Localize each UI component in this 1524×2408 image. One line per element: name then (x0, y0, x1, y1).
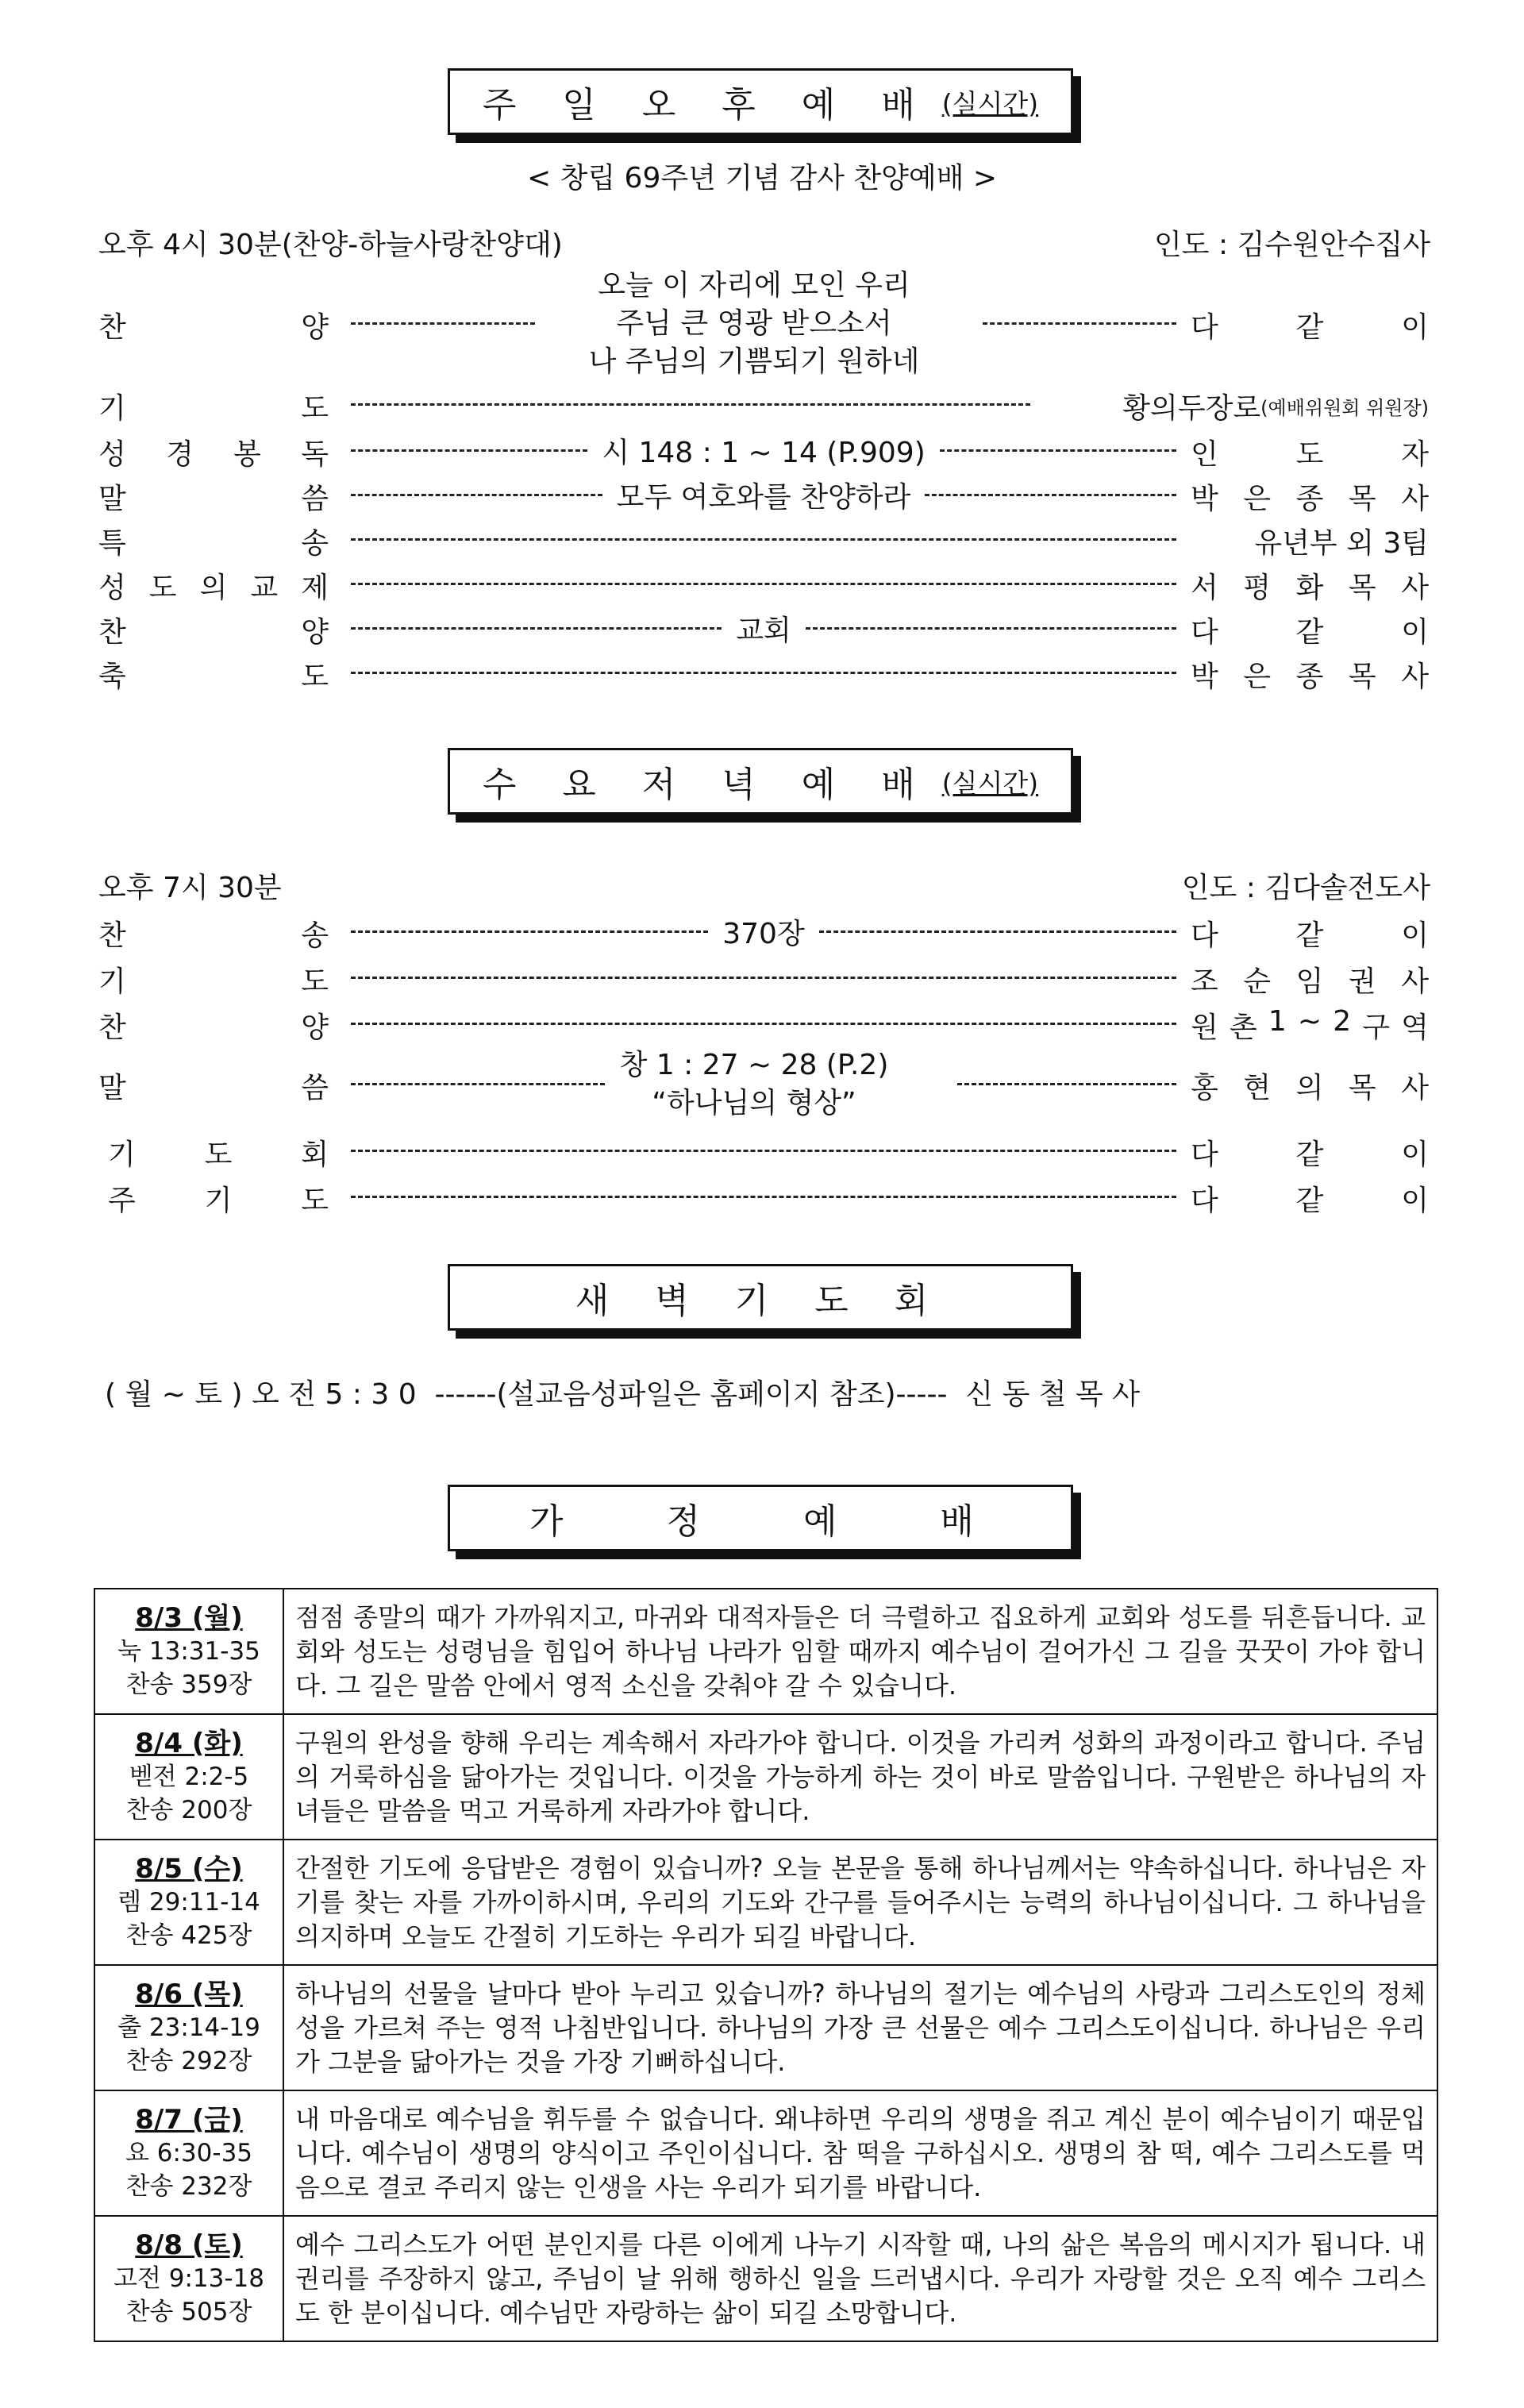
order-row (98, 1132, 1429, 1169)
order-label: 찬 양 (98, 311, 329, 344)
order-label: 주 기 도 (108, 1185, 329, 1217)
order-row (98, 959, 1429, 996)
day-scripture: 고전 9:13-18 (114, 2264, 264, 2293)
order-label: 특 송 (98, 527, 329, 560)
order-label: 기 도 (98, 965, 329, 998)
order-person: 황의두장로 (예배위원회 위원장) (1122, 392, 1429, 425)
day-date: 8/3 (월) (135, 1602, 243, 1634)
day-scripture: 벧전 2:2-5 (129, 1763, 249, 1791)
order-label: 기 도 (98, 392, 329, 425)
order-person: 조 순 임 권 사 (1191, 965, 1429, 998)
day-date: 8/8 (토) (135, 2229, 243, 2261)
order-row (98, 1065, 1429, 1102)
table-row (94, 1589, 1437, 1714)
wednesday-leader: 인도 : 김다솔전도사 (1181, 872, 1430, 904)
order-row (98, 565, 1429, 602)
family-worship-title: 가 정 예 배 (529, 1501, 991, 1542)
lyric-line: 나 주님의 기쁨되기 원하네 (588, 345, 920, 378)
order-label: 찬 양 (98, 1011, 329, 1044)
day-date: 8/4 (화) (135, 1728, 243, 1759)
order-person: 다 같 이 (1191, 616, 1429, 649)
devotion-text: 내 마음대로 예수님을 휘두를 수 없습니다. 왜냐하면 우리의 생명을 쥐고 계신 분이 예수님이기 때문입니다. 예수님이 생명의 양식이고 주인이십니다. 참 떡을 구하십시오. 생명의 참 떡, 예수 그리스도를 먹음으로 결코 주리지 않는 인생을 사는 우리가 되기를 바랍니다. (283, 2090, 1437, 2216)
order-label: 말 씀 (98, 483, 329, 515)
order-row (98, 610, 1429, 649)
song-title: 교회 (736, 614, 791, 647)
order-label: 축 도 (98, 661, 329, 693)
day-scripture: 출 23:14-19 (117, 2013, 260, 2042)
order-person: 인 도 자 (1191, 438, 1429, 471)
family-worship-title-box (448, 1485, 1073, 1551)
day-date: 8/6 (목) (135, 1978, 243, 2010)
table-row (94, 2090, 1437, 2216)
sermon-title: 모두 여호와를 찬양하라 (616, 480, 911, 514)
day-scripture: 렘 29:11-14 (117, 1888, 260, 1917)
order-person: 다 같 이 (1191, 919, 1429, 952)
devotion-text: 간절한 기도에 응답받은 경험이 있습니까? 오늘 본문을 통해 하나님께서는 약속하십니다. 하나님은 자기를 찾는 자를 가까이하시며, 우리의 기도와 간구를 들어주시는 능력의 하나님이십니다. 그 하나님을 의지하며 오늘도 간절히 기도하는 우리가 되길 바랍니다. (283, 1840, 1437, 1965)
table-row (94, 2216, 1437, 2341)
dawn-prayer-info: ( 월 ~ 토 ) 오 전 5 : 3 0 ------(설교음성파일은 홈페이지 참조)----- 신 동 철 목 사 (105, 1378, 1141, 1411)
table-row (94, 1965, 1437, 2090)
day-cell (94, 1840, 283, 1965)
sunday-theme: < 창립 69주년 기념 감사 찬양예배 > (526, 162, 998, 195)
order-row (98, 1005, 1429, 1042)
order-person: 서 평 화 목 사 (1191, 572, 1429, 604)
table-row (94, 1840, 1437, 1965)
devotion-text: 하나님의 선물을 날마다 받아 누리고 있습니까? 하나님의 절기는 예수님의 사랑과 그리스도인의 정체성을 가르쳐 주는 영적 나침반입니다. 하나님의 가장 큰 선물은 예수 그리스도이십니다. 하나님은 우리가 그분을 닮아가는 것을 가장 기뻐하십니다. (283, 1965, 1437, 2090)
order-label: 성 도 의 교 제 (98, 572, 329, 604)
devotion-text: 점점 종말의 때가 가까워지고, 마귀와 대적자들은 더 극렬하고 집요하게 교회와 성도를 뒤흔듭니다. 교회와 성도는 성령님을 힘입어 하나님 나라가 임할 때까지 예수님이 걸어가신 그 길을 꿋꿋이 가야 합니다. 그 길은 말씀 안에서 영적 소신을 갖춰야 갈 수 있습니다. (283, 1589, 1437, 1714)
day-date: 8/7 (금) (135, 2104, 243, 2136)
lyric-line: 주님 큰 영광 받으소서 (616, 307, 892, 340)
day-cell (94, 1714, 283, 1840)
day-cell (94, 1589, 283, 1714)
day-hymn: 찬송 505장 (125, 2298, 252, 2326)
scripture-reference: 시 148 : 1 ~ 14 (P.909) (602, 436, 926, 469)
wednesday-time: 오후 7시 30분 (98, 872, 282, 904)
sunday-time: 오후 4시 30분(찬양-하늘사랑찬양대) (98, 229, 563, 261)
order-row (98, 432, 1429, 471)
dawn-prayer-title: 새 벽 기 도 회 (575, 1281, 946, 1321)
order-label: 찬 송 (98, 919, 329, 952)
order-person: 원 촌 1 ~ 2 구 역 (1191, 1005, 1429, 1044)
order-row (98, 305, 1429, 344)
day-hymn: 찬송 232장 (125, 2172, 252, 2201)
family-worship-table (94, 1588, 1438, 2342)
devotion-text: 구원의 완성을 향해 우리는 계속해서 자라가야 합니다. 이것을 가리켜 성화의 과정이라고 합니다. 주님의 거룩하심을 닮아가는 것입니다. 이것을 가능하게 하는 것이 바로 말씀입니다. 구원받은 하나님의 자녀들은 말씀을 먹고 거룩하게 자라가야 합니다. (283, 1714, 1437, 1840)
wednesday-service-title-box (448, 748, 1073, 815)
sunday-service-title-box (448, 68, 1073, 135)
order-person: 다 같 이 (1191, 1139, 1429, 1171)
order-person: 박 은 종 목 사 (1191, 483, 1429, 515)
hymn-number: 370장 (722, 917, 805, 950)
sermon-title: “하나님의 형상” (652, 1087, 856, 1119)
order-row (98, 476, 1429, 513)
day-date: 8/5 (수) (135, 1853, 243, 1885)
order-person: 박 은 종 목 사 (1191, 661, 1429, 693)
lyric-line: 오늘 이 자리에 모인 우리 (598, 269, 910, 302)
table-row (94, 1714, 1437, 1840)
wednesday-live-label: (실시간) (941, 767, 1039, 799)
devotion-text: 예수 그리스도가 어떤 분인지를 다른 이에게 나누기 시작할 때, 나의 삶은 복음의 메시지가 됩니다. 내 권리를 주장하지 않고, 주님이 날 위해 행하신 일을 드러냅시다. 우리가 자랑할 것은 오직 예수 그리스도 한 분이십니다. 예수님만 자랑하는 삶이 되길 소망합니다. (283, 2216, 1437, 2341)
sunday-leader: 인도 : 김수원안수집사 (1154, 229, 1430, 261)
day-hymn: 찬송 425장 (125, 1921, 252, 1950)
wednesday-service-title: 수 요 저 녁 예 배 (482, 765, 933, 805)
sunday-live-label: (실시간) (941, 87, 1039, 119)
order-person: 유년부 외 3팀 (1254, 527, 1429, 560)
order-row (98, 913, 1429, 950)
day-hymn: 찬송 292장 (125, 2047, 252, 2075)
order-person: 홍 현 의 목 사 (1191, 1072, 1429, 1104)
day-scripture: 요 6:30-35 (125, 2139, 253, 2167)
day-cell (94, 2090, 283, 2216)
order-row (98, 386, 1429, 425)
day-hymn: 찬송 200장 (125, 1796, 252, 1824)
order-row (98, 654, 1429, 691)
order-label: 기 도 회 (108, 1139, 329, 1171)
scripture-reference: 창 1 : 27 ~ 28 (P.2) (619, 1049, 889, 1081)
day-hymn: 찬송 359장 (125, 1670, 252, 1699)
order-label: 찬 양 (98, 616, 329, 649)
order-person: 다 같 이 (1191, 311, 1429, 344)
order-row (98, 521, 1429, 560)
order-label: 성 경 봉 독 (98, 438, 329, 471)
day-cell (94, 1965, 283, 2090)
order-person: 다 같 이 (1191, 1185, 1429, 1217)
day-scripture: 눅 13:31-35 (117, 1637, 260, 1666)
sunday-service-title: 주 일 오 후 예 배 (482, 85, 933, 125)
order-row (98, 1178, 1429, 1215)
dawn-prayer-title-box (448, 1264, 1073, 1331)
order-label: 말 씀 (98, 1072, 329, 1104)
day-cell (94, 2216, 283, 2341)
